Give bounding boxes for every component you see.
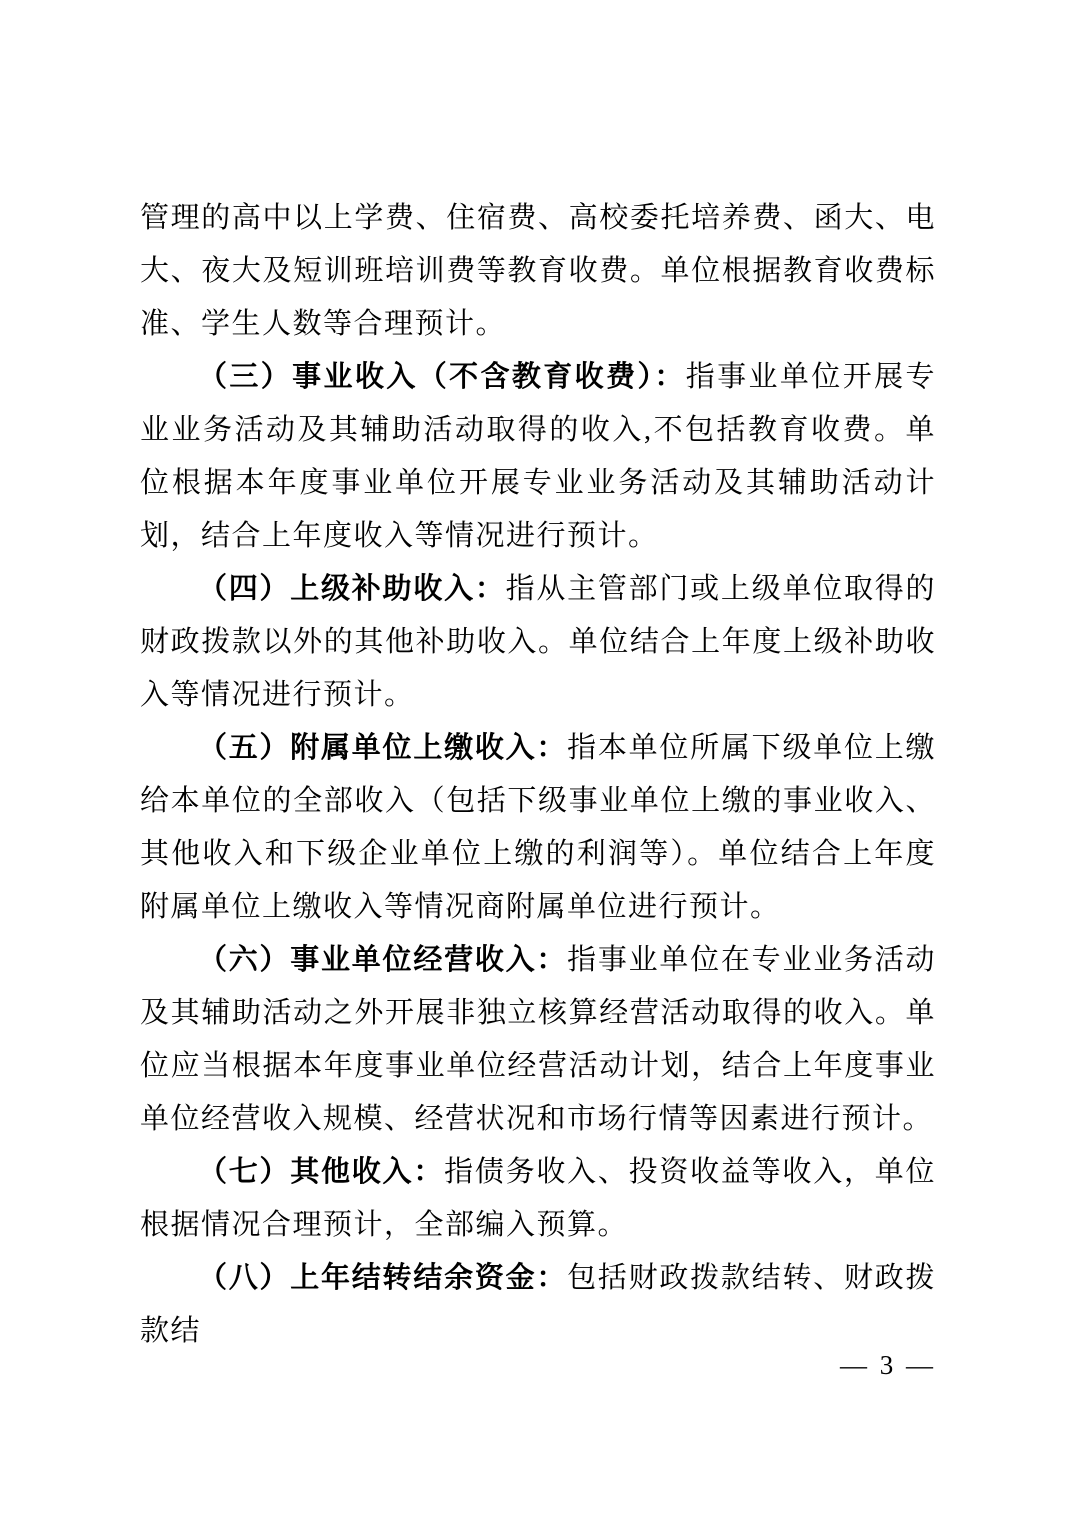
paragraph-lead: （五）附属单位上缴收入： [198, 732, 568, 764]
paragraph [140, 1146, 936, 1252]
paragraph-text: 包括财政拨款结转、财政拨款结 [140, 1262, 936, 1347]
paragraph-text: 指债务收入、投资收益等收入，单位根据情况合理预计，全部编入预算。 [140, 1156, 936, 1241]
page-footer [840, 1350, 936, 1381]
paragraph [140, 722, 936, 934]
paragraph [140, 563, 936, 722]
paragraph-lead: （八）上年结转结余资金： [198, 1262, 568, 1294]
paragraph [140, 351, 936, 563]
paragraph [140, 192, 936, 351]
paragraph-text: 指本单位所属下级单位上缴给本单位的全部收入（包括下级事业单位上缴的事业收入、其他收入和下级企业单位上缴的利润等）。单位结合上年度附属单位上缴收入等情况商附属单位进行预计。 [140, 732, 936, 923]
paragraph-lead: （六）事业单位经营收入： [198, 944, 568, 976]
document-text-block [140, 192, 936, 1358]
paragraph [140, 934, 936, 1146]
paragraph-lead: （四）上级补助收入： [198, 573, 506, 605]
paragraph-text: 指事业单位在专业业务活动及其辅助活动之外开展非独立核算经营活动取得的收入。单位应当根据本年度事业单位经营活动计划，结合上年度事业单位经营收入规模、经营状况和市场行情等因素进行预计。 [140, 944, 936, 1135]
paragraph-text: 指事业单位开展专业业务活动及其辅助活动取得的收入,不包括教育收费。单位根据本年度事业单位开展专业业务活动及其辅助活动计划，结合上年度收入等情况进行预计。 [140, 361, 936, 552]
paragraph-lead: （七）其他收入： [198, 1156, 445, 1188]
paragraph-lead: （三）事业收入（不含教育收费）： [198, 361, 686, 393]
page-number: — 3 — [840, 1350, 936, 1380]
paragraph-text: 管理的高中以上学费、住宿费、高校委托培养费、函大、电大、夜大及短训班培训费等教育收费。单位根据教育收费标准、学生人数等合理预计。 [140, 202, 936, 340]
paragraph [140, 1252, 936, 1358]
paragraph-text: 指从主管部门或上级单位取得的财政拨款以外的其他补助收入。单位结合上年度上级补助收入等情况进行预计。 [140, 573, 936, 711]
